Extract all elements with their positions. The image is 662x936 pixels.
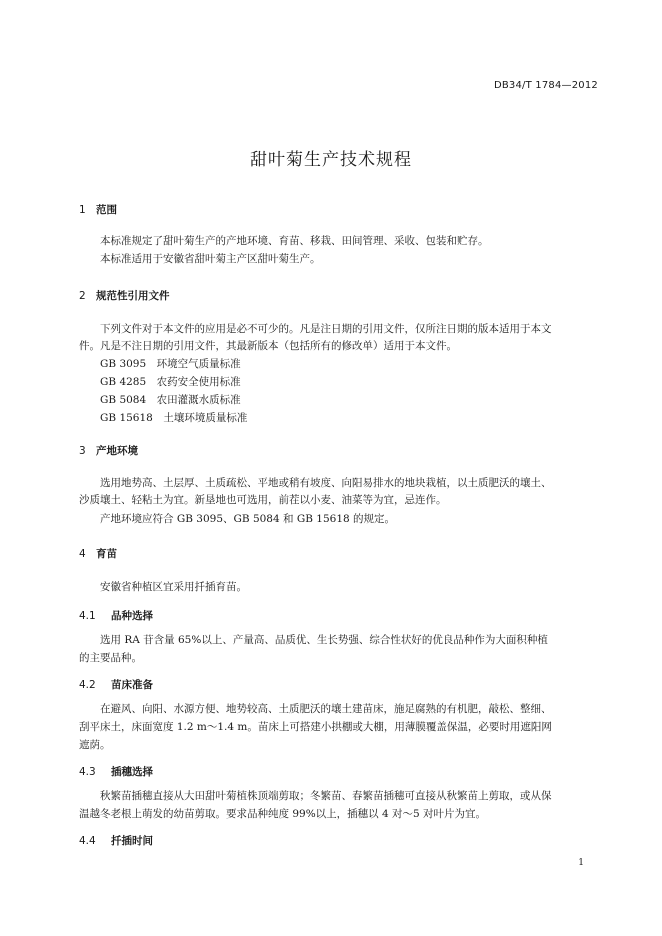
section-3-heading bbox=[79, 443, 138, 458]
section-number: 3 bbox=[79, 445, 86, 457]
section-2-heading bbox=[79, 288, 170, 303]
paragraph-line: 的主要品种。 bbox=[79, 652, 142, 664]
section-number: 1 bbox=[79, 204, 86, 216]
section-number: 2 bbox=[79, 290, 86, 302]
section-title: 育苗 bbox=[96, 548, 117, 560]
paragraph-line: 件。凡是不注日期的引用文件，其最新版本（包括所有的修改单）适用于本文件。 bbox=[79, 340, 457, 352]
paragraph-line: 沙质壤土、轻粘土为宜。新垦地也可选用，前茬以小麦、油菜等为宜，忌连作。 bbox=[79, 494, 447, 506]
section-title: 产地环境 bbox=[96, 445, 138, 457]
paragraph-line: 选用 RA 苷含量 65%以上、产量高、品质优、生长势强、综合性状好的优良品种作为大面积种植 bbox=[100, 634, 548, 646]
page-number: 1 bbox=[578, 858, 584, 868]
paragraph: 本标准规定了甜叶菊生产的产地环境、育苗、移栽、田间管理、采收、包装和贮存。 bbox=[100, 235, 489, 247]
paragraph-line: 选用地势高、土层厚、土质疏松、平地或稍有坡度、向阳易排水的地块栽植，以土质肥沃的壤土、 bbox=[100, 477, 552, 489]
subsection-4-1-heading bbox=[79, 608, 153, 623]
subsection-4-3-heading bbox=[79, 764, 153, 779]
subsection-title: 插穗选择 bbox=[111, 766, 153, 778]
standard-code: DB34/T 1784—2012 bbox=[493, 80, 598, 91]
paragraph-line: 刮平床土，床面宽度 1.2 m～1.4 m。苗床上可搭建小拱棚或大棚，用薄膜覆盖保温，必要时用遮阳网 bbox=[79, 721, 552, 733]
paragraph: 安徽省种植区宜采用扦插育苗。 bbox=[100, 581, 247, 593]
section-title: 规范性引用文件 bbox=[96, 290, 170, 302]
reference-item: GB 15618 土壤环境质量标准 bbox=[100, 412, 248, 424]
subsection-number: 4.2 bbox=[79, 679, 96, 691]
subsection-4-2-heading bbox=[79, 677, 153, 692]
paragraph-line: 在避风、向阳、水源方便、地势较高、土质肥沃的壤土建苗床，施足腐熟的有机肥，敲松、整细、 bbox=[100, 703, 552, 715]
subsection-title: 扦插时间 bbox=[111, 835, 153, 847]
page-title: 甜叶菊生产技术规程 bbox=[250, 150, 412, 170]
section-number: 4 bbox=[79, 548, 86, 560]
paragraph-line: 温越冬老根上萌发的幼苗剪取。要求品种纯度 99%以上，插穗以 4 对～5 对叶片为宜。 bbox=[79, 808, 487, 820]
subsection-number: 4.4 bbox=[79, 835, 96, 847]
reference-item: GB 4285 农药安全使用标准 bbox=[100, 376, 241, 388]
paragraph-line: 秋繁苗插穗直接从大田甜叶菊植株顶端剪取；冬繁苗、春繁苗插穗可直接从秋繁苗上剪取，或从保 bbox=[100, 790, 552, 802]
subsection-4-4-heading bbox=[79, 833, 153, 848]
section-title: 范围 bbox=[96, 204, 117, 216]
section-1-heading bbox=[79, 202, 117, 217]
subsection-title: 品种选择 bbox=[111, 610, 153, 622]
subsection-title: 苗床准备 bbox=[111, 679, 153, 691]
section-4-heading bbox=[79, 546, 117, 561]
paragraph-line: 下列文件对于本文件的应用是必不可少的。凡是注日期的引用文件，仅所注日期的版本适用于本文 bbox=[100, 323, 552, 335]
subsection-number: 4.3 bbox=[79, 766, 96, 778]
reference-item: GB 5084 农田灌溉水质标准 bbox=[100, 394, 241, 406]
paragraph: 本标准适用于安徽省甜叶菊主产区甜叶菊生产。 bbox=[100, 253, 321, 265]
paragraph: 产地环境应符合 GB 3095、GB 5084 和 GB 15618 的规定。 bbox=[100, 513, 396, 525]
reference-item: GB 3095 环境空气质量标准 bbox=[100, 358, 241, 370]
paragraph-line: 遮荫。 bbox=[79, 739, 111, 751]
subsection-number: 4.1 bbox=[79, 610, 96, 622]
